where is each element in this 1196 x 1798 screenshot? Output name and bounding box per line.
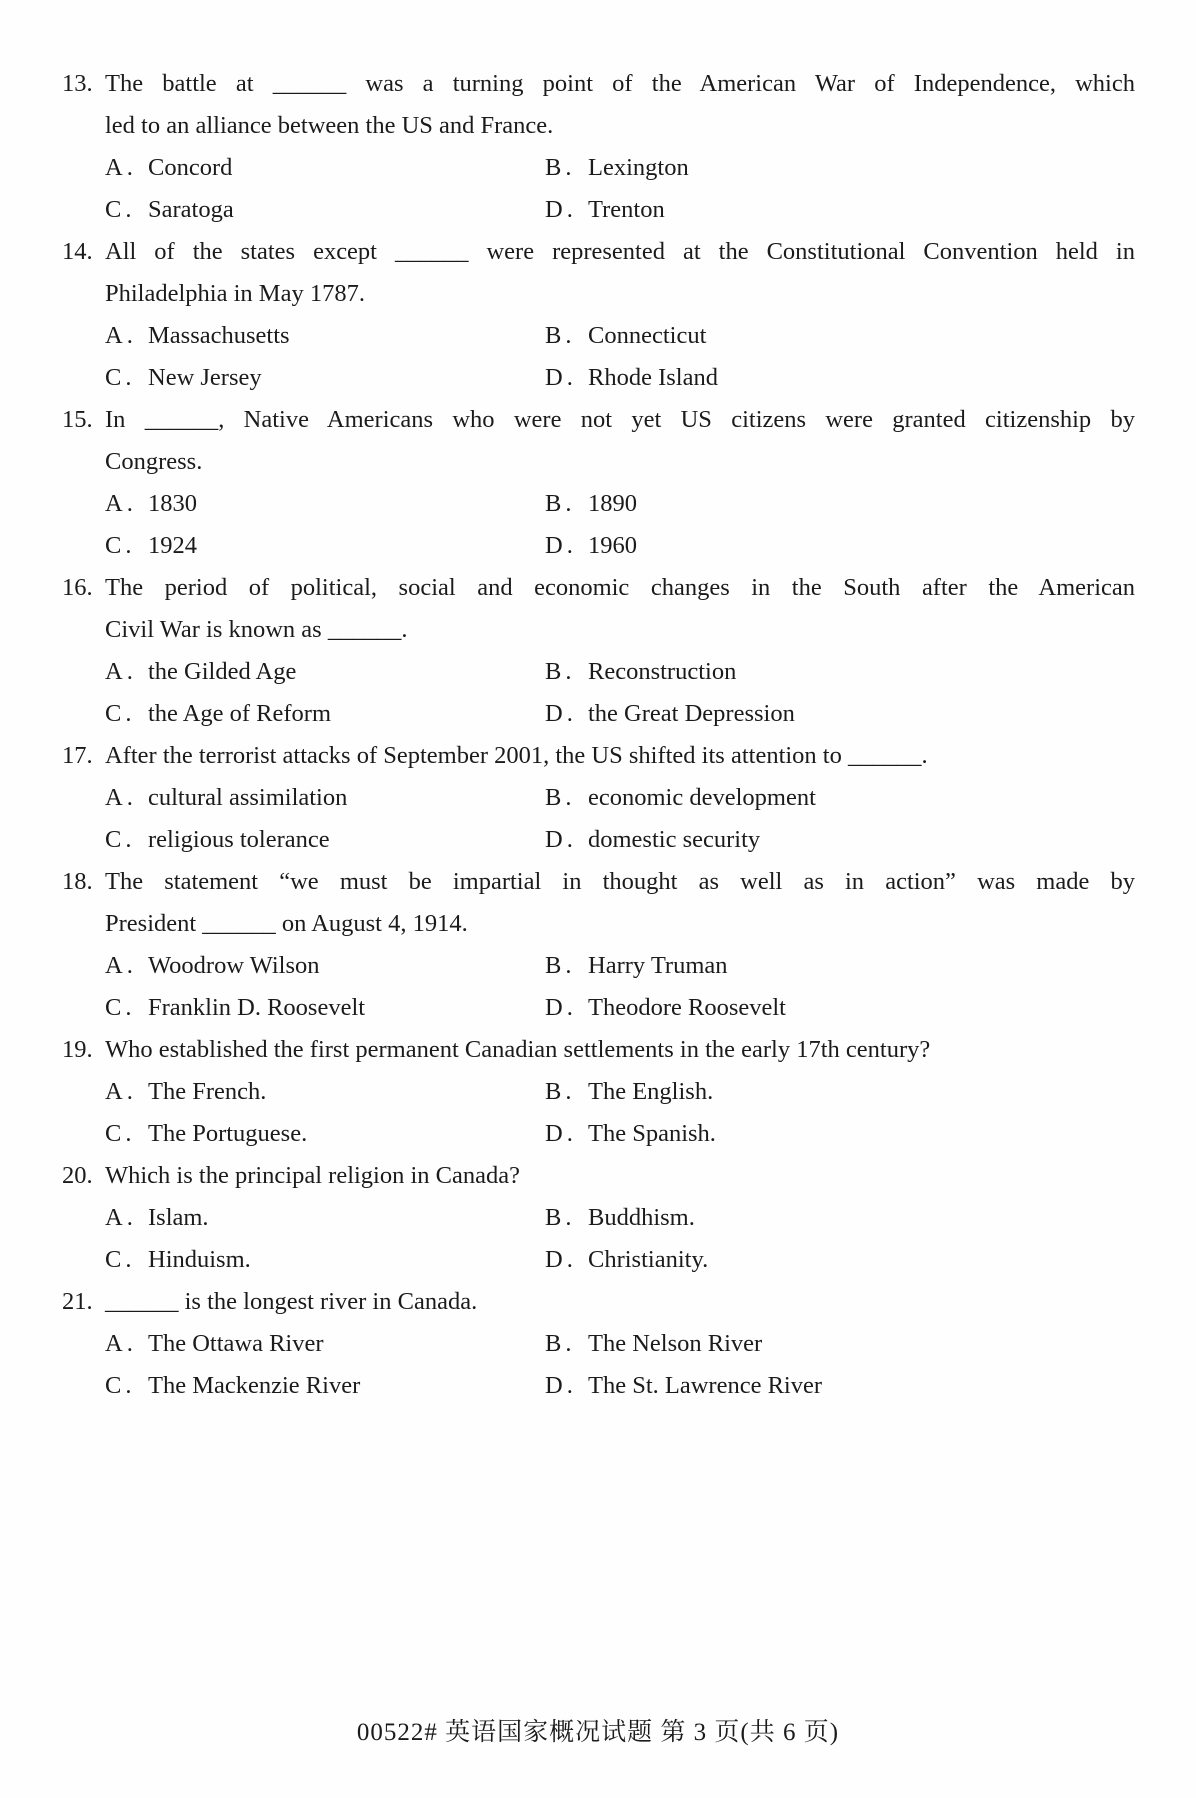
option-text: the Great Depression bbox=[588, 700, 795, 727]
option-grid bbox=[105, 483, 1135, 567]
question-stem bbox=[105, 1281, 1135, 1323]
option-label: A. bbox=[105, 952, 137, 979]
option-row bbox=[105, 987, 1135, 1029]
question bbox=[0, 735, 1196, 861]
question-number: 13. bbox=[62, 70, 93, 97]
option-text: Concord bbox=[148, 154, 233, 181]
question-number: 15. bbox=[62, 406, 93, 433]
stem-line: ______ is the longest river in Canada. bbox=[105, 1288, 478, 1315]
option-row bbox=[105, 1113, 1135, 1155]
option-label: C. bbox=[105, 1120, 136, 1147]
option-text: cultural assimilation bbox=[148, 784, 348, 811]
option-text: 1830 bbox=[148, 490, 197, 517]
option-label: A. bbox=[105, 1330, 137, 1357]
option-text: The St. Lawrence River bbox=[588, 1372, 823, 1399]
option-text: Rhode Island bbox=[588, 364, 718, 391]
option-row bbox=[105, 1071, 1135, 1113]
option-text: religious tolerance bbox=[148, 826, 330, 853]
option-text: Reconstruction bbox=[588, 658, 737, 685]
option-text: 1890 bbox=[588, 490, 637, 517]
option-text: Buddhism. bbox=[588, 1204, 695, 1231]
option-label: A. bbox=[105, 322, 137, 349]
stem-line: Congress. bbox=[105, 448, 203, 475]
question bbox=[0, 1029, 1196, 1155]
option-text: economic development bbox=[588, 784, 816, 811]
option-text: Saratoga bbox=[148, 196, 234, 223]
option-row bbox=[105, 1365, 1135, 1407]
option-label: B. bbox=[545, 952, 576, 979]
option-label: C. bbox=[105, 1372, 136, 1399]
question-number: 18. bbox=[62, 868, 93, 895]
option-label: B. bbox=[545, 1330, 576, 1357]
stem-line: Philadelphia in May 1787. bbox=[105, 280, 365, 307]
question bbox=[0, 399, 1196, 567]
option-row bbox=[105, 147, 1135, 189]
option-text: domestic security bbox=[588, 826, 761, 853]
question-stem bbox=[105, 735, 1135, 777]
option-text: Christianity. bbox=[588, 1246, 709, 1273]
option-label: B. bbox=[545, 154, 576, 181]
option bbox=[105, 1197, 545, 1239]
option-row bbox=[105, 189, 1135, 231]
option-grid bbox=[105, 1323, 1135, 1407]
stem-line: President ______ on August 4, 1914. bbox=[105, 910, 468, 937]
footer-text: 00522# 英语国家概况试题 第 3 页(共 6 页) bbox=[356, 1719, 840, 1746]
option-text: Islam. bbox=[148, 1204, 209, 1231]
option bbox=[545, 1113, 716, 1155]
option bbox=[105, 777, 545, 819]
option-text: 1960 bbox=[588, 532, 637, 559]
option-text: The Portuguese. bbox=[148, 1120, 308, 1147]
option bbox=[545, 777, 816, 819]
option-row bbox=[105, 651, 1135, 693]
question bbox=[0, 231, 1196, 399]
option-grid bbox=[105, 1071, 1135, 1155]
question-number: 19. bbox=[62, 1036, 93, 1063]
option bbox=[545, 189, 665, 231]
option-text: the Gilded Age bbox=[148, 658, 297, 685]
option bbox=[105, 1071, 545, 1113]
option bbox=[545, 1323, 762, 1365]
option bbox=[545, 651, 736, 693]
option bbox=[545, 315, 706, 357]
option-grid bbox=[105, 315, 1135, 399]
option-grid bbox=[105, 777, 1135, 861]
option-label: A. bbox=[105, 154, 137, 181]
question bbox=[0, 567, 1196, 735]
stem-line: After the terrorist attacks of September 2001, the US shifted its attention to ______. bbox=[105, 742, 928, 769]
option-label: D. bbox=[545, 826, 577, 853]
option bbox=[545, 357, 718, 399]
option-row bbox=[105, 357, 1135, 399]
option-grid bbox=[105, 651, 1135, 735]
option bbox=[105, 1365, 545, 1407]
option bbox=[545, 1197, 695, 1239]
option bbox=[545, 819, 760, 861]
option bbox=[105, 1323, 545, 1365]
option bbox=[105, 651, 545, 693]
option bbox=[545, 693, 795, 735]
stem-line: led to an alliance between the US and France. bbox=[105, 112, 554, 139]
stem-line: The statement “we must be impartial in thought as well as in action” was made by bbox=[105, 868, 1135, 895]
stem-line: All of the states except ______ were represented at the Constitutional Convention held in bbox=[105, 238, 1135, 265]
option-label: B. bbox=[545, 784, 576, 811]
option bbox=[105, 819, 545, 861]
question bbox=[0, 63, 1196, 231]
option-row bbox=[105, 819, 1135, 861]
option-text: The Spanish. bbox=[588, 1120, 716, 1147]
option-label: A. bbox=[105, 1078, 137, 1105]
option-grid bbox=[105, 1197, 1135, 1281]
stem-line: The battle at ______ was a turning point of the American War of Independence, which bbox=[105, 70, 1135, 97]
question bbox=[0, 1155, 1196, 1281]
option-label: D. bbox=[545, 1120, 577, 1147]
option-text: the Age of Reform bbox=[148, 700, 332, 727]
stem-line: The period of political, social and economic changes in the South after the American bbox=[105, 574, 1135, 601]
option-text: The Ottawa River bbox=[148, 1330, 324, 1357]
option-row bbox=[105, 1323, 1135, 1365]
question-list bbox=[0, 63, 1196, 1407]
option-label: C. bbox=[105, 532, 136, 559]
option-label: B. bbox=[545, 1204, 576, 1231]
option-grid bbox=[105, 147, 1135, 231]
option-text: Connecticut bbox=[588, 322, 707, 349]
option-text: Franklin D. Roosevelt bbox=[148, 994, 366, 1021]
option-row bbox=[105, 693, 1135, 735]
option bbox=[545, 987, 786, 1029]
option-text: Trenton bbox=[588, 196, 665, 223]
question bbox=[0, 861, 1196, 1029]
option bbox=[545, 483, 637, 525]
option-text: Massachusetts bbox=[148, 322, 290, 349]
option-label: C. bbox=[105, 196, 136, 223]
option bbox=[105, 189, 545, 231]
option-row bbox=[105, 525, 1135, 567]
question-number: 14. bbox=[62, 238, 93, 265]
option-label: B. bbox=[545, 658, 576, 685]
option-row bbox=[105, 1239, 1135, 1281]
option-row bbox=[105, 777, 1135, 819]
option-grid bbox=[105, 945, 1135, 1029]
option bbox=[105, 147, 545, 189]
option-label: B. bbox=[545, 1078, 576, 1105]
question bbox=[0, 1281, 1196, 1407]
option-text: 1924 bbox=[148, 532, 197, 559]
option bbox=[105, 315, 545, 357]
stem-line: Who established the first permanent Canadian settlements in the early 17th century? bbox=[105, 1036, 931, 1063]
stem-line: Which is the principal religion in Canada? bbox=[105, 1162, 521, 1189]
question-stem bbox=[105, 63, 1135, 147]
option-text: Harry Truman bbox=[588, 952, 728, 979]
option-text: The Nelson River bbox=[588, 1330, 763, 1357]
question-stem bbox=[105, 231, 1135, 315]
question-stem bbox=[105, 567, 1135, 651]
option-label: D. bbox=[545, 1246, 577, 1273]
option-label: B. bbox=[545, 490, 576, 517]
option-label: A. bbox=[105, 490, 137, 517]
option bbox=[545, 147, 689, 189]
option-label: D. bbox=[545, 1372, 577, 1399]
question-stem bbox=[105, 1029, 1135, 1071]
question-number: 16. bbox=[62, 574, 93, 601]
option-label: C. bbox=[105, 826, 136, 853]
option-label: C. bbox=[105, 364, 136, 391]
option-label: D. bbox=[545, 700, 577, 727]
option-label: C. bbox=[105, 1246, 136, 1273]
option bbox=[105, 1239, 545, 1281]
question-number: 17. bbox=[62, 742, 93, 769]
option-label: A. bbox=[105, 784, 137, 811]
option-text: The French. bbox=[148, 1078, 267, 1105]
question-stem bbox=[105, 861, 1135, 945]
option-row bbox=[105, 945, 1135, 987]
option-text: Lexington bbox=[588, 154, 689, 181]
question-stem bbox=[105, 1155, 1135, 1197]
option bbox=[105, 987, 545, 1029]
page-footer bbox=[0, 1712, 1196, 1748]
option bbox=[105, 525, 545, 567]
option bbox=[105, 945, 545, 987]
question-number: 21. bbox=[62, 1288, 93, 1315]
option bbox=[545, 1071, 713, 1113]
option bbox=[105, 483, 545, 525]
option-text: Theodore Roosevelt bbox=[588, 994, 786, 1021]
option bbox=[545, 1239, 708, 1281]
option-label: C. bbox=[105, 700, 136, 727]
option-label: D. bbox=[545, 196, 577, 223]
option bbox=[545, 1365, 822, 1407]
option-label: A. bbox=[105, 658, 137, 685]
option-label: C. bbox=[105, 994, 136, 1021]
option-label: D. bbox=[545, 532, 577, 559]
question-number: 20. bbox=[62, 1162, 93, 1189]
option bbox=[105, 693, 545, 735]
option-text: Woodrow Wilson bbox=[148, 952, 320, 979]
option-row bbox=[105, 1197, 1135, 1239]
option-row bbox=[105, 483, 1135, 525]
option bbox=[545, 945, 728, 987]
option-label: D. bbox=[545, 364, 577, 391]
option-text: Hinduism. bbox=[148, 1246, 251, 1273]
question-stem bbox=[105, 399, 1135, 483]
option bbox=[105, 1113, 545, 1155]
stem-line: In ______, Native Americans who were not yet US citizens were granted citizenship by bbox=[105, 406, 1135, 433]
option bbox=[105, 357, 545, 399]
stem-line: Civil War is known as ______. bbox=[105, 616, 408, 643]
option-text: The English. bbox=[588, 1078, 714, 1105]
option-label: D. bbox=[545, 994, 577, 1021]
option-text: The Mackenzie River bbox=[148, 1372, 361, 1399]
option bbox=[545, 525, 637, 567]
option-label: B. bbox=[545, 322, 576, 349]
option-label: A. bbox=[105, 1204, 137, 1231]
option-row bbox=[105, 315, 1135, 357]
option-text: New Jersey bbox=[148, 364, 262, 391]
